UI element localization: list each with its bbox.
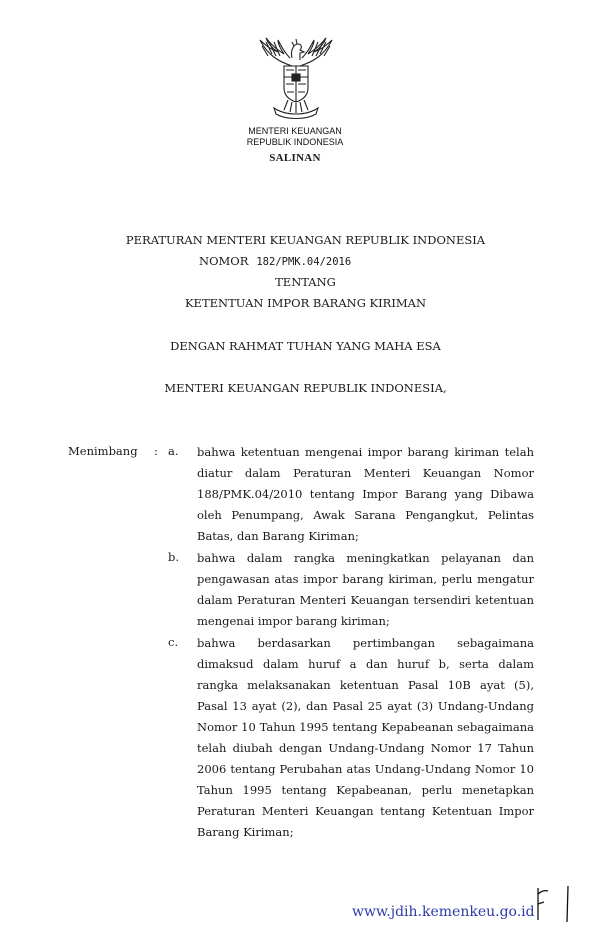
minister-heading: MENTERI KEUANGAN REPUBLIK INDONESIA, <box>164 381 447 395</box>
item-line: rangka melaksanakan ketentuan Pasal 10B ayat (5), <box>197 678 534 692</box>
item-line: mengenai impor barang kiriman; <box>197 614 390 628</box>
ministry-country: REPUBLIK INDONESIA <box>246 137 344 147</box>
item-marker: c. <box>168 635 179 649</box>
item-line: dimaksud dalam huruf a dan huruf b, serta dalam <box>197 657 534 671</box>
nomor-value: 182/PMK.04/2016 <box>256 256 352 268</box>
item-line: Barang Kiriman; <box>197 825 294 839</box>
copy-label: SALINAN <box>269 152 321 164</box>
item-marker: b. <box>168 550 180 564</box>
item-line: 2006 tentang Perubahan atas Undang-Undang Nomor 10 <box>197 762 534 776</box>
item-line: dalam Peraturan Menteri Keuangan tersendiri ketentuan <box>197 593 534 607</box>
item-line: 188/PMK.04/2010 tentang Impor Barang yang Dibawa <box>197 487 534 501</box>
paraf-mark-icon <box>562 884 574 924</box>
footer-url-link[interactable]: www.jdih.kemenkeu.go.id <box>352 904 535 920</box>
ministry-name: MENTERI KEUANGAN <box>248 126 342 136</box>
regulation-subject: KETENTUAN IMPOR BARANG KIRIMAN <box>184 296 427 310</box>
item-line: telah diubah dengan Undang-Undang Nomor 17 Tahun <box>197 741 534 755</box>
item-line: Pasal 13 ayat (2), dan Pasal 25 ayat (3) Undang-Undang <box>197 699 534 713</box>
menimbang-colon: : <box>154 444 158 458</box>
regulation-title: PERATURAN MENTERI KEUANGAN REPUBLIK INDONESIA <box>125 233 486 247</box>
regulation-number <box>199 254 351 268</box>
garuda-emblem-icon <box>256 36 336 120</box>
nomor-label: NOMOR <box>199 254 249 268</box>
item-line: bahwa berdasarkan pertimbangan sebagaimana <box>197 636 534 650</box>
item-line: Tahun 1995 tentang Kepabeanan, perlu menetapkan <box>197 783 534 797</box>
item-line: diatur dalam Peraturan Menteri Keuangan Nomor <box>197 466 534 480</box>
item-line: bahwa ketentuan mengenai impor barang kiriman telah <box>197 445 534 459</box>
item-line: Nomor 10 Tahun 1995 tentang Kepabeanan sebagaimana <box>197 720 534 734</box>
tentang-heading: TENTANG <box>275 275 336 289</box>
item-line: bahwa dalam rangka meningkatkan pelayanan dan <box>197 551 534 565</box>
item-line: Batas, dan Barang Kiriman; <box>197 529 359 543</box>
menimbang-label: Menimbang <box>68 444 138 458</box>
item-line: Peraturan Menteri Keuangan tentang Ketentuan Impor <box>197 804 534 818</box>
paraf-signature-icon <box>534 886 550 922</box>
invocation: DENGAN RAHMAT TUHAN YANG MAHA ESA <box>170 339 441 353</box>
item-line: oleh Penumpang, Awak Sarana Pengangkut, Pelintas <box>197 508 534 522</box>
item-marker: a. <box>168 444 179 458</box>
item-line: pengawasan atas impor barang kiriman, perlu mengatur <box>197 572 534 586</box>
